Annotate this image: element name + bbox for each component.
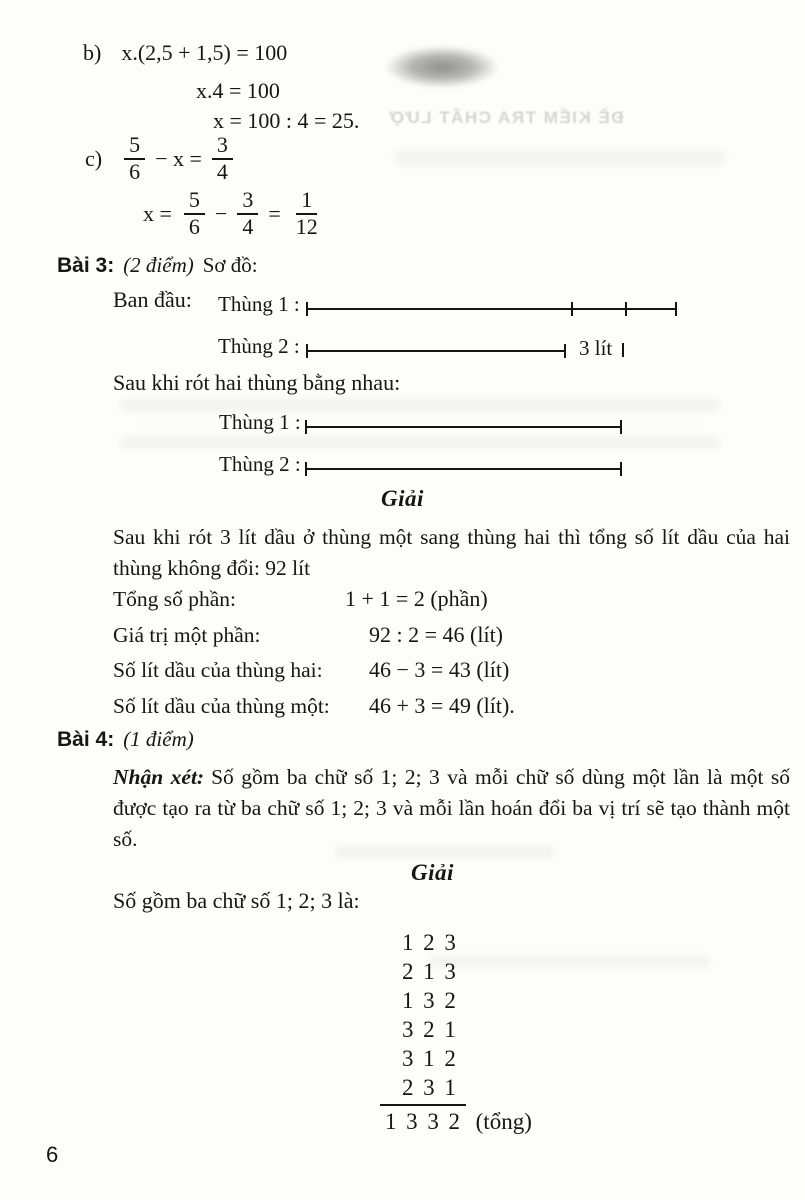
note-label: Nhận xét: (113, 765, 205, 789)
tick-mark (305, 462, 307, 476)
diagram2-row2-label: Thùng 2 : (219, 452, 301, 476)
step-equation: 46 − 3 = 43 (lít) (369, 657, 510, 682)
fraction: $\frac{3}{4}$ (212, 133, 233, 184)
solution-heading-bai4: Giải (411, 860, 454, 885)
tick-mark (625, 302, 627, 316)
tick-mark (620, 420, 622, 434)
equation-lead: x = (143, 200, 172, 226)
problem-4-title: Bài 4: (57, 728, 115, 751)
item-label-b: b) (83, 40, 102, 65)
bai3-step-row (113, 693, 515, 719)
problem-3-heading (57, 253, 258, 278)
step-label: Giá trị một phần: (113, 623, 261, 647)
addend-row: 132 (402, 988, 466, 1013)
addition-total-row (385, 1107, 532, 1136)
diagram1-stage-label: Ban đầu: (113, 287, 192, 312)
addend-row: 231 (402, 1075, 466, 1100)
problem-4-points: (1 điểm) (123, 727, 194, 751)
fraction: $\frac{5}{6}$ (124, 133, 145, 184)
diagram2-row1-label: Thùng 1 : (219, 410, 301, 434)
item-label-c: c) (85, 145, 103, 171)
step-label: Tổng số phần: (113, 587, 237, 611)
addend-row: 123 (402, 930, 466, 955)
equation-c-line1 (85, 133, 233, 184)
problem-3-subtitle: Sơ đồ: (202, 253, 258, 277)
equation-operator: − (214, 200, 228, 226)
step-equation: 1 + 1 = 2 (phần) (345, 586, 488, 611)
tick-mark (620, 462, 622, 476)
equation-text: x = 100 : 4 = 25. (213, 108, 360, 133)
page-number: 6 (46, 1142, 59, 1167)
scan-bleed-artifact (120, 436, 720, 449)
addend-row: 312 (402, 1046, 466, 1071)
tick-mark (622, 343, 624, 357)
step-label: Số lít dầu của thùng hai: (113, 658, 323, 682)
equation-c-line2 (143, 188, 323, 239)
scan-bleed-artifact (395, 150, 725, 166)
bai4-note-paragraph (113, 762, 790, 855)
addition-rule (380, 1104, 466, 1106)
bai3-step-row (113, 622, 503, 648)
step-equation: 92 : 2 = 46 (lít) (369, 622, 504, 647)
problem-3-points: (2 điểm) (123, 253, 194, 277)
step-label: Số lít dầu của thùng một: (113, 694, 330, 718)
tick-mark (306, 302, 308, 316)
diagram1-extra-label: 3 lít (579, 336, 613, 360)
equation-operator: = (268, 200, 281, 226)
diagram1-row2-label: Thùng 2 : (218, 334, 300, 358)
addend-row: 321 (402, 1017, 466, 1042)
diagram2-line1 (305, 426, 622, 428)
diagram1-row1-label: Thùng 1 : (218, 292, 300, 316)
tick-mark (675, 302, 677, 316)
scan-ink-smudge (385, 46, 499, 88)
fraction: $\frac{3}{4}$ (237, 188, 258, 239)
total-suffix: (tổng) (475, 1109, 532, 1134)
problem-3-title: Bài 3: (57, 254, 115, 277)
tick-mark (564, 344, 566, 358)
solution-heading-bai3: Giải (381, 486, 424, 511)
equation-b-line2 (196, 78, 280, 104)
bai3-solution-paragraph: Sau khi rót 3 lít dầu ở thùng một sang thùng hai thì tổng số lít dầu của hai thùng không đổi: 92 lít (113, 525, 790, 580)
diagram2-line2 (305, 468, 622, 470)
column-addition (380, 928, 532, 1136)
tick-mark (305, 420, 307, 434)
fraction: $\frac{5}{6}$ (184, 188, 205, 239)
tick-mark (306, 344, 308, 358)
scan-bleed-artifact (120, 398, 720, 412)
bai3-step-row (113, 657, 509, 683)
fraction: $\frac{1}{12}$ (295, 187, 318, 239)
bai3-step-row (113, 586, 488, 612)
bai4-list-intro: Số gồm ba chữ số 1; 2; 3 là: (113, 888, 360, 913)
equation-operator: − x = (155, 145, 202, 171)
equation-text: x.(2,5 + 1,5) = 100 (121, 40, 288, 65)
addend-row: 213 (402, 959, 466, 984)
total-value: 1332 (385, 1109, 470, 1134)
step-equation: 46 + 3 = 49 (lít). (369, 693, 515, 718)
note-text: Số gồm ba chữ số 1; 2; 3 và mỗi chữ số dùng một lần là một số được tạo ra từ ba chữ số 1; 2; 3 và mỗi lần hoán đổi ba vị trí sẽ tạo thành một số. (113, 765, 790, 851)
tick-mark (571, 302, 573, 316)
equation-b-line1 (83, 40, 287, 66)
equation-text: x.4 = 100 (196, 78, 280, 103)
scan-bleed-text: ĐỀ KIỂM TRA CHẤT LƯỢ (388, 108, 624, 127)
diagram1-line1 (306, 308, 677, 310)
diagram1-line2 (306, 350, 566, 352)
problem-4-heading (57, 727, 194, 752)
equation-b-line3 (213, 108, 359, 134)
diagram2-stage-label: Sau khi rót hai thùng bằng nhau: (113, 370, 401, 395)
